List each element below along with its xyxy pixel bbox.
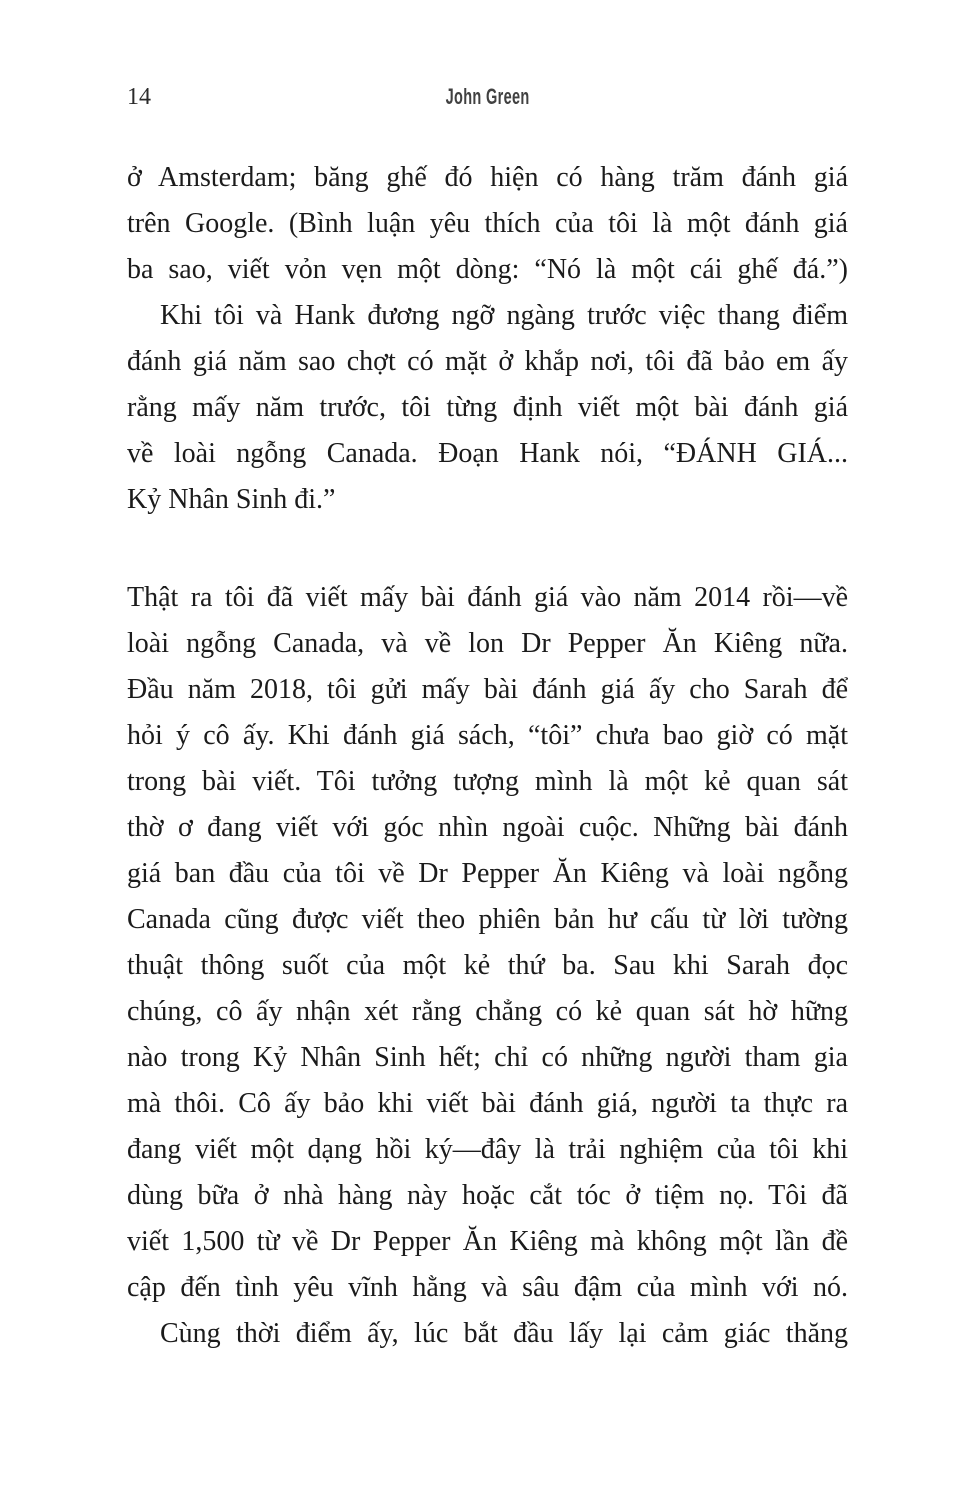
text-line: thờ ơ đang viết với góc nhìn ngoài cuộc. Những bài đánh [127, 812, 848, 843]
page-number: 14 [127, 84, 151, 110]
text-line: chúng, cô ấy nhận xét rằng chẳng có kẻ quan sát hờ hững [127, 996, 848, 1027]
text-line: đang viết một dạng hồi ký—đây là trải nghiệm của tôi khi [127, 1134, 848, 1165]
text-line: Cùng thời điểm ấy, lúc bắt đầu lấy lại cảm giác thăng [160, 1318, 848, 1349]
text-line: Kỷ Nhân Sinh đi.” [127, 484, 336, 515]
text-line: trong bài viết. Tôi tưởng tượng mình là một kẻ quan sát [127, 766, 848, 797]
text-line: rằng mấy năm trước, tôi từng định viết một bài đánh giá [127, 392, 848, 423]
running-title [0, 84, 975, 113]
running-header [0, 84, 975, 110]
paragraph [127, 293, 848, 523]
page-body [127, 155, 848, 1357]
text-line: thuật thông suốt của một kẻ thứ ba. Sau khi Sarah đọc [127, 950, 848, 981]
paragraph [127, 1311, 848, 1357]
text-line: viết 1,500 từ về Dr Pepper Ăn Kiêng mà không một lần đề [127, 1226, 848, 1257]
text-line: về loài ngỗng Canada. Đoạn Hank nói, “ĐÁNH GIÁ... [127, 438, 848, 469]
text-line: ở Amsterdam; băng ghế đó hiện có hàng trăm đánh giá [127, 162, 848, 193]
text-line: Đầu năm 2018, tôi gửi mấy bài đánh giá ấy cho Sarah để [127, 674, 848, 705]
running-title-text: John Green [445, 84, 530, 109]
paragraph [127, 155, 848, 293]
text-line: Canada cũng được viết theo phiên bản hư cấu từ lời tường [127, 904, 848, 935]
text-line: dùng bữa ở nhà hàng này hoặc cắt tóc ở tiệm nọ. Tôi đã [127, 1180, 848, 1211]
text-line: cập đến tình yêu vĩnh hằng và sâu đậm của mình với nó. [127, 1272, 848, 1303]
text-line: nào trong Kỷ Nhân Sinh hết; chỉ có những người tham gia [127, 1042, 848, 1073]
text-line: đánh giá năm sao chợt có mặt ở khắp nơi, tôi đã bảo em ấy [127, 346, 848, 377]
paragraph [127, 575, 848, 1311]
text-line: Thật ra tôi đã viết mấy bài đánh giá vào năm 2014 rồi—về [127, 582, 848, 613]
text-line: giá ban đầu của tôi về Dr Pepper Ăn Kiêng và loài ngỗng [127, 858, 848, 889]
text-line: Khi tôi và Hank đương ngỡ ngàng trước việc thang điểm [160, 300, 848, 331]
text-line: loài ngỗng Canada, và về lon Dr Pepper Ăn Kiêng nữa. [127, 628, 848, 659]
text-line: hỏi ý cô ấy. Khi đánh giá sách, “tôi” chưa bao giờ có mặt [127, 720, 848, 751]
text-line: mà thôi. Cô ấy bảo khi viết bài đánh giá, người ta thực ra [127, 1088, 848, 1119]
text-line: trên Google. (Bình luận yêu thích của tôi là một đánh giá [127, 208, 848, 239]
text-line: ba sao, viết vỏn vẹn một dòng: “Nó là một cái ghế đá.”) [127, 254, 848, 285]
